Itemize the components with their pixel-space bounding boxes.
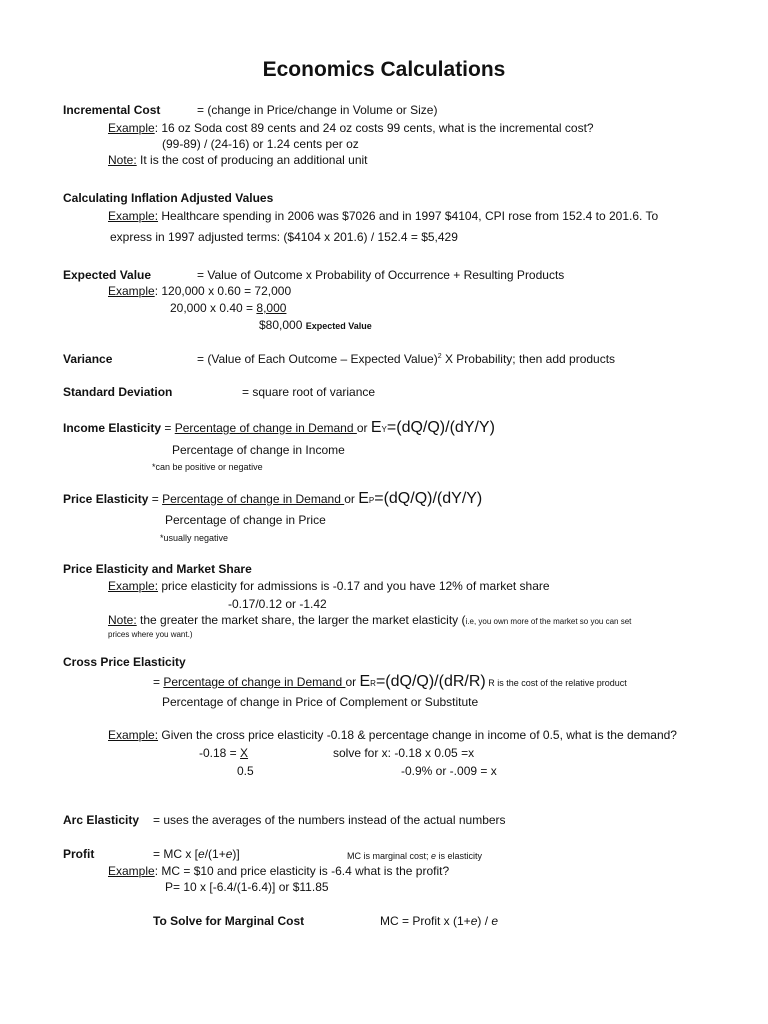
variance-def-part: X Probability; then add products <box>441 352 616 366</box>
income-elasticity-equation <box>63 421 495 437</box>
cross-price-calc-denominator: 0.5 <box>237 764 254 778</box>
example-text: : 120,000 x 0.60 = 72,000 <box>154 284 292 298</box>
note-part: MC is marginal cost; <box>347 851 432 861</box>
variance-definition <box>197 352 615 366</box>
incremental-cost-definition: = (change in Price/change in Volume or Size) <box>197 103 438 117</box>
equals-sign: = <box>153 675 164 689</box>
numerator: Percentage of change in Demand <box>162 492 345 506</box>
numerator: Percentage of change in Demand <box>163 675 346 689</box>
cross-price-elasticity-label: Cross Price Elasticity <box>63 655 186 669</box>
formula-part: ) / <box>477 914 492 928</box>
calc-variable: X <box>240 746 249 760</box>
formula-part: MC = Profit x (1+ <box>380 914 471 928</box>
formula-note: R is the cost of the relative product <box>485 678 627 688</box>
price-elasticity-label: Price Elasticity <box>63 492 149 506</box>
expected-value-label: Expected Value <box>63 268 152 282</box>
formula-e: E <box>358 490 369 507</box>
arc-elasticity-definition: = uses the averages of the numbers instead of the actual numbers <box>153 813 506 827</box>
profit-calculation: P= 10 x [-6.4/(1-6.4)] or $11.85 <box>165 880 329 894</box>
calc-text: 20,000 x 0.40 = <box>170 301 257 315</box>
variance-def-part: = (Value of Each Outcome – Expected Value) <box>197 352 438 366</box>
marginal-cost-label: To Solve for Marginal Cost <box>153 914 305 928</box>
example-label: Example: <box>108 579 159 593</box>
incremental-cost-example <box>108 121 594 135</box>
expected-value-example-line1 <box>108 284 291 298</box>
example-text: Healthcare spending in 2006 was $7026 and in 1997 $4104, CPI rose from 152.4 to 201.6. To <box>158 209 659 223</box>
formula-e: E <box>359 673 371 690</box>
formula-subscript: Y <box>381 425 387 434</box>
example-label: Example <box>108 121 155 135</box>
example-text: price elasticity for admissions is -0.17 and you have 12% of market share <box>158 579 550 593</box>
market-share-note <box>108 613 631 629</box>
numerator: Percentage of change in Demand <box>174 421 357 435</box>
def-part: )] <box>232 847 240 861</box>
example-text: : MC = $10 and price elasticity is -6.4 what is the profit? <box>154 864 450 878</box>
inflation-example-line1 <box>108 209 658 223</box>
expected-value-example-line2 <box>170 301 286 315</box>
profit-note <box>347 849 482 863</box>
def-part: = MC x [ <box>153 847 199 861</box>
formula <box>358 490 482 507</box>
note-label: Note: <box>108 153 137 167</box>
def-elasticity-symbol: e <box>198 847 205 861</box>
or-text: or <box>344 492 359 506</box>
formula-e: E <box>370 419 382 436</box>
price-elasticity-note: *usually negative <box>160 533 229 543</box>
note-text: the greater the market share, the larger the market elasticity ( <box>136 613 466 627</box>
market-share-note-continued: prices where you want.) <box>108 630 193 639</box>
marginal-cost-formula <box>380 914 498 928</box>
or-text: or <box>356 421 371 435</box>
note-label: Note: <box>108 613 137 627</box>
income-elasticity-denominator: Percentage of change in Income <box>172 443 345 457</box>
note-text: It is the cost of producing an additional unit <box>136 153 368 167</box>
formula-subscript: R <box>370 679 376 688</box>
example-label: Example <box>108 864 155 878</box>
profit-definition <box>153 847 240 861</box>
example-label: Example: <box>108 728 159 742</box>
market-share-label: Price Elasticity and Market Share <box>63 562 252 576</box>
inflation-example-line2: express in 1997 adjusted terms: ($4104 x 201.6) / 152.4 = $5,429 <box>110 230 458 244</box>
income-elasticity-note: *can be positive or negative <box>152 462 263 472</box>
calc-underlined-value: 8,000 <box>256 301 287 315</box>
incremental-cost-label: Incremental Cost <box>63 103 161 117</box>
incremental-cost-calculation: (99-89) / (24-16) or 1.24 cents per oz <box>162 137 359 151</box>
def-part: /(1+ <box>204 847 226 861</box>
market-share-calculation: -0.17/0.12 or -1.42 <box>228 597 327 611</box>
price-elasticity-equation <box>63 492 482 508</box>
incremental-cost-note <box>108 153 368 167</box>
equals-sign: = <box>148 492 163 506</box>
variance-superscript: 2 <box>437 353 442 360</box>
page-title: Economics Calculations <box>262 58 506 81</box>
formula-subscript: P <box>368 496 375 505</box>
standard-deviation-label: Standard Deviation <box>63 385 173 399</box>
note-part: is elasticity <box>436 851 483 861</box>
example-text: : 16 oz Soda cost 89 cents and 24 oz costs 99 cents, what is the incremental cost? <box>154 121 594 135</box>
expected-value-total <box>259 318 372 333</box>
profit-example <box>108 864 449 878</box>
cross-price-elasticity-denominator: Percentage of change in Price of Complement or Substitute <box>162 695 479 709</box>
formula-elasticity-symbol: e <box>491 914 499 928</box>
example-label: Example <box>108 284 155 298</box>
total-label: Expected Value <box>305 321 372 331</box>
formula-rest: =(dQ/Q)/(dY/Y) <box>386 419 495 436</box>
equals-sign: = <box>161 421 175 435</box>
standard-deviation-definition: = square root of variance <box>242 385 376 399</box>
cross-price-calc-right: solve for x: -0.18 x 0.05 =x <box>333 746 475 760</box>
def-elasticity-symbol: e <box>225 847 233 861</box>
example-text: Given the cross price elasticity -0.18 & percentage change in income of 0.5, what is the demand? <box>158 728 677 742</box>
expected-value-definition: = Value of Outcome x Probability of Occurrence + Resulting Products <box>197 268 565 282</box>
inflation-label: Calculating Inflation Adjusted Values <box>63 191 274 205</box>
market-share-example <box>108 579 550 593</box>
profit-label: Profit <box>63 847 95 861</box>
variance-label: Variance <box>63 352 113 366</box>
or-text: or <box>345 675 360 689</box>
note-elasticity-symbol: e <box>431 851 437 861</box>
cross-price-example <box>108 728 677 742</box>
formula <box>359 673 485 690</box>
formula-elasticity-symbol: e <box>470 914 478 928</box>
cross-price-elasticity-equation <box>153 675 627 691</box>
formula-rest: =(dQ/Q)/(dY/Y) <box>374 490 483 507</box>
cross-price-calc-left <box>199 746 248 760</box>
total-value: $80,000 <box>259 318 303 332</box>
note-small-text: i.e, you own more of the market so you can set <box>465 617 632 626</box>
arc-elasticity-label: Arc Elasticity <box>63 813 140 827</box>
calc-text: -0.18 = <box>199 746 241 760</box>
formula-rest: =(dQ/Q)/(dR/R) <box>375 673 486 690</box>
example-label: Example: <box>108 209 159 223</box>
cross-price-calc-result: -0.9% or -.009 = x <box>401 764 497 778</box>
formula <box>371 419 495 436</box>
price-elasticity-denominator: Percentage of change in Price <box>165 513 326 527</box>
income-elasticity-label: Income Elasticity <box>63 421 162 435</box>
